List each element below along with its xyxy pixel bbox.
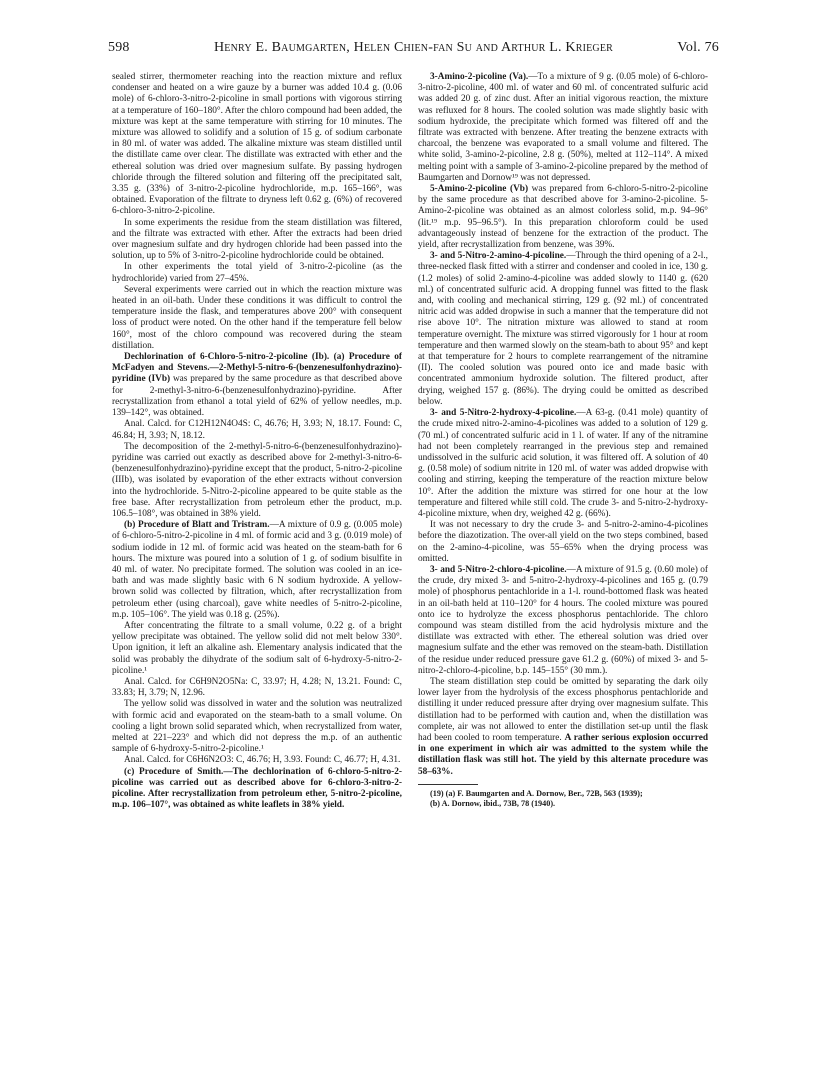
paragraph-text: —A mixture of 0.9 g. (0.005 mole) of 6-chloro-5-nitro-2-picoline in 4 ml. of formic acid and 3 g. (0.019 mole) of sodium iodide in 12 ml. of formic acid was heated on the steam-bath for 6 hours. The mixture was poured into a solution of 1 g. of sodium bisulfite in 40 ml. of water. No precipitate formed. The solution was cooled in an ice-bath and was made slightly basic with 6 N sodium hydroxide. A yellow-brown solid was collected by filtration, which, after recrystallization from petroleum ether (using charcoal), gave white needles of 5-nitro-2-picoline, m.p. 105–106°. The yield was 0.18 g. (25%). [112,520,402,620]
paragraph-text-bold: A rather serious explosion occurred in one experiment in which air was admitted to the system while the distillation flask was still hot. The yield by this alternate procedure was 58–63%. [418,732,708,777]
page-number: 598 [108,40,130,55]
footnote: (b) A. Dornow, ibid., 73B, 78 (1940). [430,798,556,808]
paragraph-text: —The dechlorination of 6-chloro-5-nitro-2-picoline was carried out as described above for 6-chloro-3-nitro-2-picoline. After recrystallization from petroleum ether, 5-nitro-2-picoline, m.p. 106–107°, was obtained as white leaflets in 38% yield. [112,766,402,811]
paragraph: The yellow solid was dissolved in water and the solution was neutralized with formic acid and evaporated on the steam-bath to a small volume. On cooling a light brown solid separated which, when recrystallized from water, melted at 221–223° and which did not depress the m.p. of an authentic sample of 6-hydroxy-5-nitro-2-picoline.¹ [112,699,402,755]
paragraph: It was not necessary to dry the crude 3- and 5-nitro-2-amino-4-picolines before the diazotization. The over-all yield on the two steps combined, based on the 2-amino-4-picoline, was 55–65% when the drying process was omitted. [418,520,708,564]
paragraph-text: —Through the third opening of a 2-l., three-necked flask fitted with a stirrer and condenser and cooled in ice, 130 g. (1.2 moles) of solid 2-amino-4-picoline was added slowly to 1140 g. (620 ml.) of concentrated sulfuric acid. A dropping funnel was fitted to the flask and, with cooling and mechanical stirring, 129 g. (92 ml.) of concentrated nitric acid was added dropwise in such a manner that the temperature did not rise above 10°. The nitration mixture was allowed to stand at room temperature overnight. The mixture was stirred vigorously for 1 hour at room temperature and then warmed slowly on the steam-bath to about 95° and kept at that temperature for 2 hours to complete rearrangement of the nitramine (II). The cooled solution was poured onto ice and made basic with concentrated ammonium hydroxide solution. The filtered product, after drying, weighed 157 g. (86%). The drying could be omitted as described below. [418,251,708,407]
paragraph-text: —A mixture of 91.5 g. (0.60 mole) of the crude, dry mixed 3- and 5-nitro-2-hydroxy-4-picolines and 165 g. (0.79 mole) of phosphorus pentachloride in a 1-l. round-bottomed flask was heated in an oil-bath held at 110–120° for 4 hours. The cooled mixture was poured onto ice to hydrolyze the excess phosphorus pentachloride. The chloro compound was steam distilled from the acid hydrolysis mixture and the distillate was extracted with ether. The ethereal solution was dried over magnesium sulfate and the ether was removed on the steam-bath. Distillation of the residue under reduced pressure gave 61.2 g. (60%) of mixed 3- and 5-nitro-2-chloro-4-picoline, b.p. 145–155° (30 mm.). [418,564,708,676]
right-column [418,72,708,1042]
paragraph-text: The steam distillation step could be omitted by separating the dark oily lower layer from the hydrolysis of the excess phosphorus pentachloride and distilling it under reduced pressure after drying over magnesium sulfate. This distillation had to be performed with caution and, when the distillation was complete, air was not allowed to enter the distillation set-up until the flask had been cooled to room temperature. [418,676,708,743]
paragraph [418,184,708,251]
paragraph-text: —A 63-g. (0.41 mole) quantity of the crude mixed nitro-2-amino-4-picolines was added to a solution of 129 g. (70 ml.) of concentrated sulfuric acid in 1 l. of water. If any of the nitramine had not been completely rearranged in the previous step and remained undissolved in the sulfuric acid solution, it was filtered off. A solution of 40 g. (0.58 mole) of sodium nitrite in 120 ml. of water was added dropwise with cooling and stirring, keeping the temperature of the reaction mixture below 10°. After the addition the mixture was stirred for one hour at the low temperature and filtered while still cold. The crude 3- and 5-nitro-2-hydroxy-4-picoline mixture, when dry, weighed 42 g. (66%). [418,408,708,519]
paragraph [418,677,708,778]
paragraph [112,767,402,812]
running-header [108,40,719,60]
paragraph: In some experiments the residue from the steam distillation was filtered, and the filtrate was extracted with ether. After the extracts had been dried over magnesium sulfate and dry hydrogen chloride had been passed into the solution, up to 5% of 3-nitro-2-picoline hydrochloride could be obtained. [112,217,402,262]
section-heading: (c) Procedure of Smith. [124,766,224,777]
paragraph: sealed stirrer, thermometer reaching into the reaction mixture and reflux condenser and heated on a wire gauze by a burner was added 10.4 g. (0.06 mole) of 6-chloro-3-nitro-2-picoline in small portions with vigorous stirring at a temperature of 160–180°. After the chloro compound had been added, the mixture was kept at the same temperature with stirring for 10 minutes. The mixture was allowed to solidify and a solution of 15 g. of sodium carbonate in 80 ml. of water was added. The alkaline mixture was steam distilled until the distillate came over clear. The distillate was extracted with ether and the ethereal solution was dried over magnesium sulfate. By passing hydrogen chloride through the filtered solution and filtering off the precipitated salt, 3.35 g. (33%) of 3-nitro-2-picoline hydrochloride, m.p. 165–166°, was obtained. Evaporation of the filtrate to dryness left 0.62 g. (6%) of recovered 6-chloro-3-nitro-2-picoline. [112,72,402,217]
section-heading: 3- and 5-Nitro-2-amino-4-picoline. [430,251,567,262]
paragraph: The decomposition of the 2-methyl-5-nitro-6-(benzenesulfonhydrazino)-pyridine was carried out exactly as described above for 2-methyl-3-nitro-6-(benzenesulfonhydrazino)-pyridine except that the product, 5-nitro-2-picoline (IIIb), was isolated by evaporation of the ether extracts without conversion into the hydrochloride. 5-Nitro-2-picoline appeared to be quite stable as the free base. After recrystallization from petroleum ether the product, m.p. 106.5–108°, was obtained in 38% yield. [112,441,402,519]
section-heading: 3- and 5-Nitro-2-hydroxy-4-picoline. [430,408,577,419]
running-authors: Henry E. Baumgarten, Helen Chien-fan Su and Arthur L. Krieger [213,40,614,55]
paragraph [418,408,708,520]
paragraph [418,565,708,677]
paragraph: In other experiments the total yield of 3-nitro-2-picoline (as the hydrochloride) varied from 27–45%. [112,262,402,284]
paragraph [418,251,708,408]
section-heading: 3-Amino-2-picoline (Va). [430,72,529,82]
left-column [112,72,402,1042]
volume-number: Vol. 76 [677,40,719,55]
analysis-line: Anal. Calcd. for C12H12N4O4S: C, 46.76; H, 3.93; N, 18.17. Found: C, 46.84; H, 3.93; N, 18.12. [112,419,402,441]
paragraph [418,72,708,184]
section-heading: Dechlorination of 6-Chloro-5-nitro-2-picoline (Ib). (a) Procedure of McFadyen and Stevens.—2-Methyl-5-nitro-6-(benzenesulfonhydrazino)-pyridine (IVb) [112,352,402,385]
paragraph: After concentrating the filtrate to a small volume, 0.22 g. of a bright yellow precipitate was obtained. The yellow solid did not melt below 330°. Upon ignition, it left an alkaline ash. Elementary analysis indicated that the solid was probably the dihydrate of the sodium salt of 6-hydroxy-5-nitro-2-picoline.¹ [112,620,402,676]
footnote: (19) (a) F. Baumgarten and A. Dornow, Ber., 72B, 563 (1939); [430,788,643,798]
analysis-line: Anal. Calcd. for C6H6N2O3: C, 46.76; H, 3.93. Found: C, 46.77; H, 4.31. [124,755,401,766]
paragraph-text: was prepared by the same procedure as that described above for 2-methyl-3-nitro-6-(benzenesulfonhydrazino)-pyridine. After recrystallization from ethanol a total yield of 62% of yellow needles, m.p. 139–142°, was obtained. [112,374,402,419]
section-heading: (b) Procedure of Blatt and Tristram. [124,520,270,531]
paragraph-text: —To a mixture of 9 g. (0.05 mole) of 6-chloro-3-nitro-2-picoline, 400 ml. of water and 60 ml. of concentrated sulfuric acid was added 20 g. of zinc dust. After an initial vigorous reaction, the mixture was refluxed for 8 hours. The cooled solution was made slightly basic with sodium hydroxide, the precipitate which formed was filtered off and the filtrate was extracted with benzene. After treating the benzene extracts with charcoal, the benzene was evaporated to a small volume and filtered. The white solid, 3-amino-2-picoline, 2.8 g. (50%), melted at 112–114°. A mixed melting point with a sample of 3-amino-2-picoline prepared by the method of Baumgarten and Dornow¹⁹ was not depressed. [418,72,708,183]
paragraph [112,352,402,419]
paragraph [112,520,402,621]
paragraph-text: was prepared from 6-chloro-5-nitro-2-picoline by the same procedure as that described above for 3-amino-2-picoline. 5-Amino-2-picoline was obtained as an almost colorless solid, m.p. 94–96° (lit.¹⁹ m.p. 95–96.5°). In this preparation chloroform could be used advantageously instead of benzene for the extraction of the product. The yield, after recrystallization from benzene, was 39%. [418,184,708,251]
paragraph: Several experiments were carried out in which the reaction mixture was heated in an oil-bath. Under these conditions it was difficult to control the temperature inside the flask, and temperatures above 200° with consequent loss of product were noted. On the other hand if the temperature fell below 160°, most of the chloro compound was recovered during the steam distillation. [112,284,402,351]
section-heading: 3- and 5-Nitro-2-chloro-4-picoline. [430,564,567,575]
footnote-divider [418,784,478,785]
section-heading: 5-Amino-2-picoline (Vb) [430,184,529,195]
analysis-line: Anal. Calcd. for C6H9N2O5Na: C, 33.97; H, 4.28; N, 13.21. Found: C, 33.83; H, 3.79; N, 12.96. [112,676,402,699]
